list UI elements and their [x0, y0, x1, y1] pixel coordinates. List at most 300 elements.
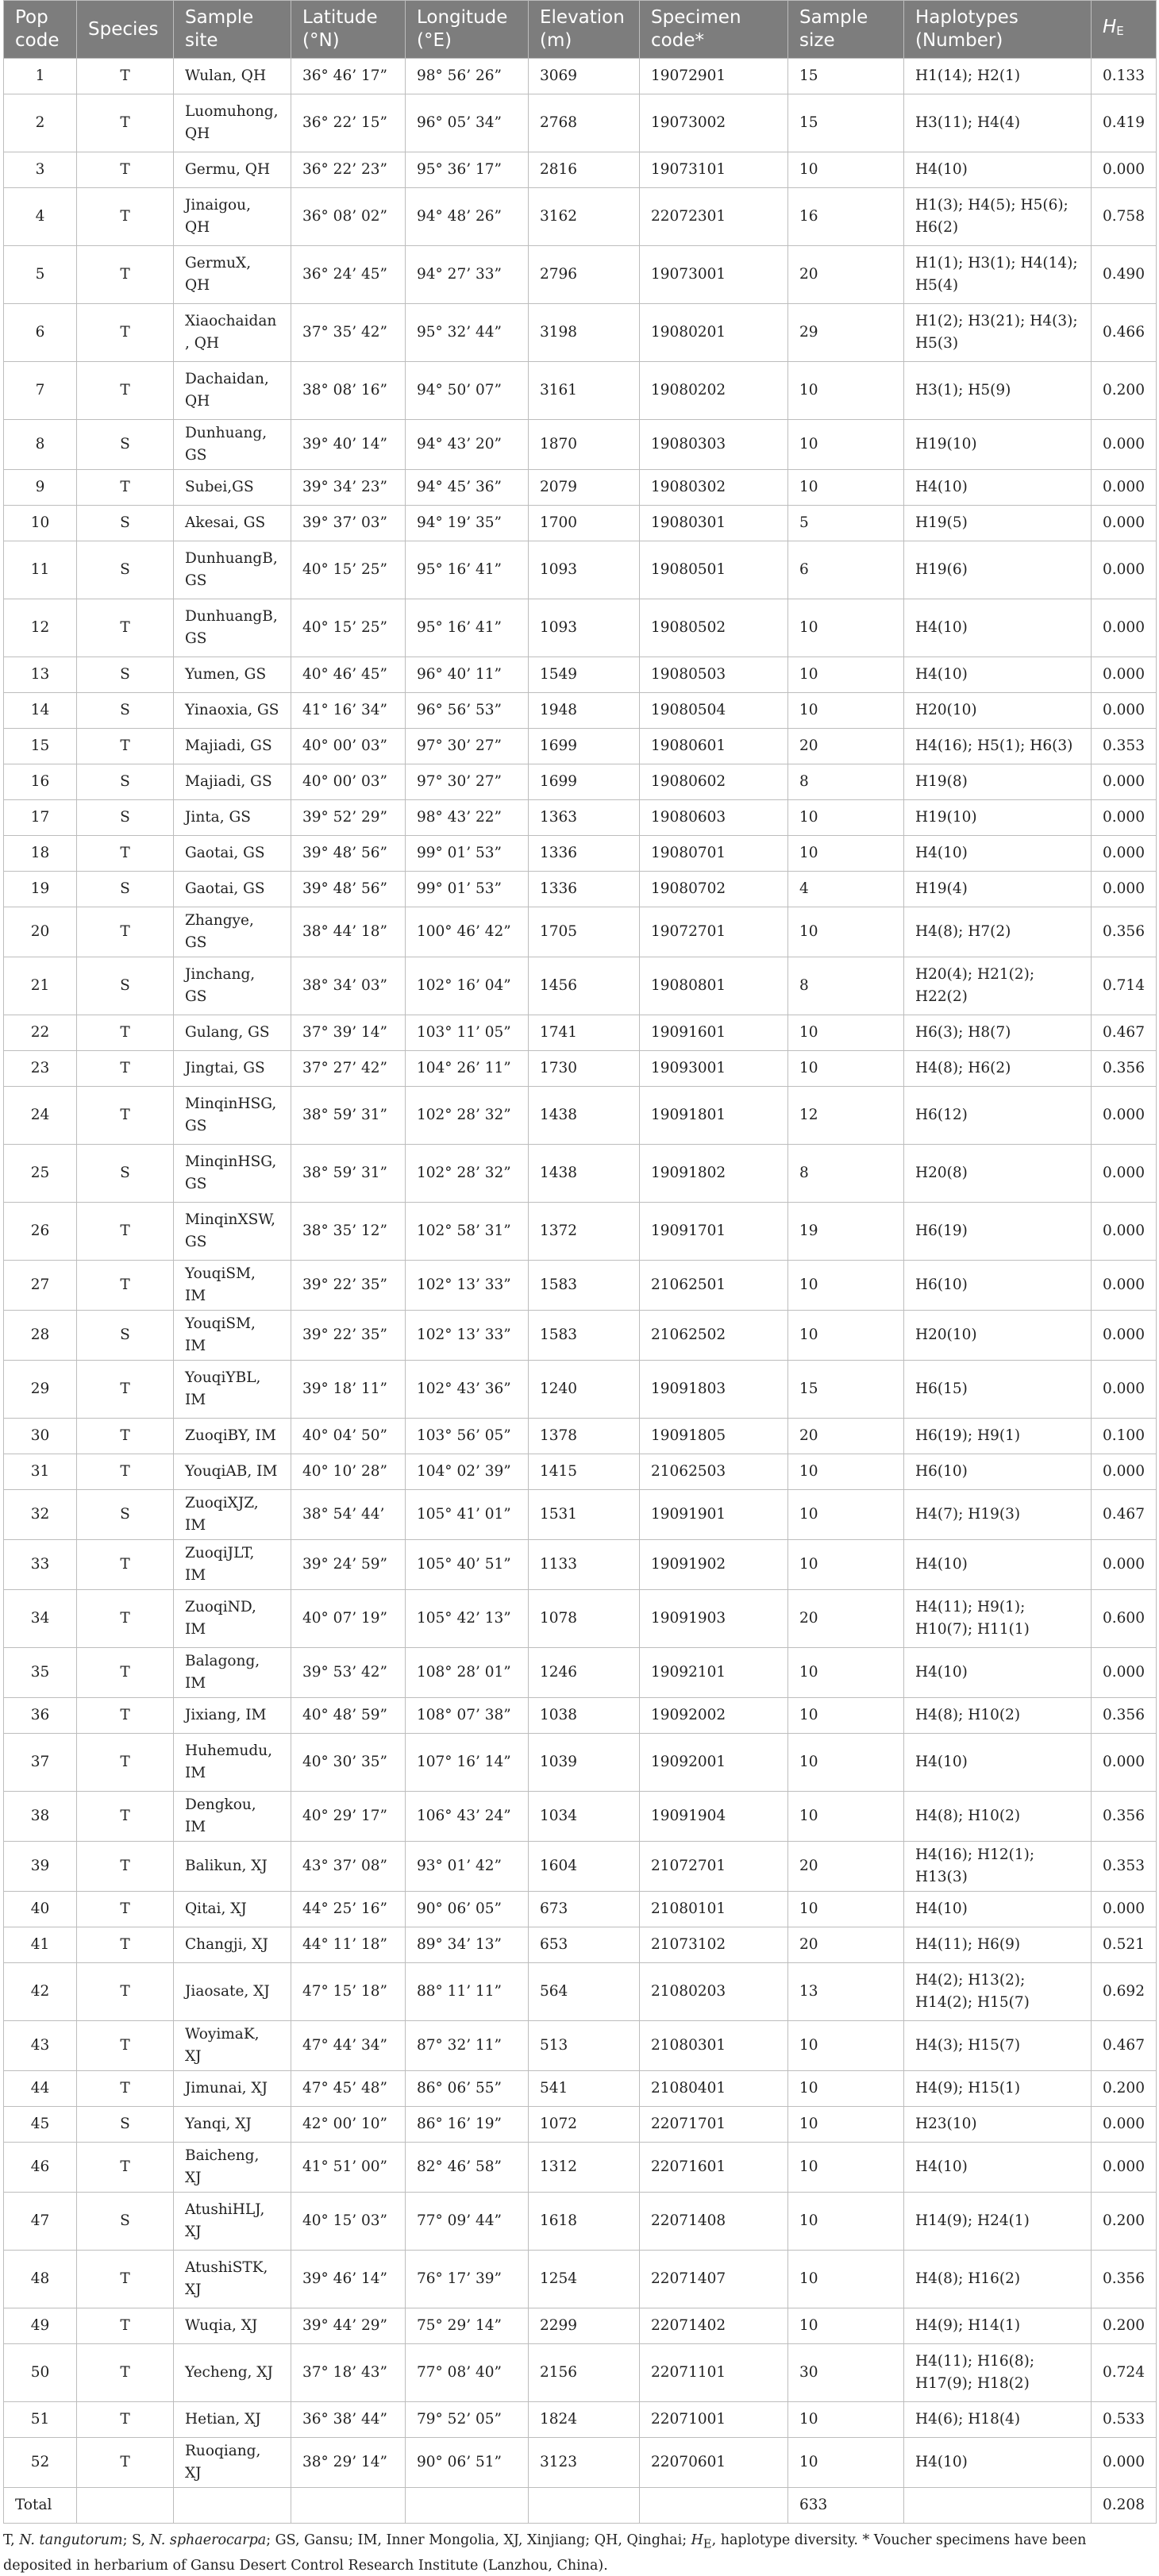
cell-haplotypes: H19(5) — [904, 506, 1092, 541]
table-row — [4, 836, 1157, 872]
cell-pop-code: 31 — [4, 1454, 77, 1490]
total-empty-cell — [77, 2488, 174, 2524]
cell-sample-site: DunhuangB, GS — [174, 541, 291, 599]
cell-he: 0.356 — [1092, 1051, 1157, 1087]
cell-species: T — [77, 1648, 174, 1698]
cell-elevation: 3069 — [529, 59, 640, 94]
cell-pop-code: 3 — [4, 152, 77, 188]
cell-specimen-code: 22071601 — [640, 2143, 788, 2193]
cell-longitude: 77° 08’ 40” — [406, 2344, 529, 2402]
cell-species: T — [77, 470, 174, 506]
cell-pop-code: 35 — [4, 1648, 77, 1698]
cell-he: 0.000 — [1092, 1311, 1157, 1361]
cell-longitude: 105° 42’ 13” — [406, 1590, 529, 1648]
cell-elevation: 2156 — [529, 2344, 640, 2402]
cell-specimen-code: 22071101 — [640, 2344, 788, 2402]
cell-he: 0.000 — [1092, 872, 1157, 907]
cell-sample-site: Yanqi, XJ — [174, 2107, 291, 2143]
cell-haplotypes: H6(3); H8(7) — [904, 1015, 1092, 1051]
cell-elevation: 1378 — [529, 1419, 640, 1454]
cell-he: 0.000 — [1092, 1087, 1157, 1145]
cell-species: T — [77, 2308, 174, 2344]
cell-longitude: 100° 46’ 42” — [406, 907, 529, 957]
total-empty-cell — [406, 2488, 529, 2524]
cell-sample-site: Yecheng, XJ — [174, 2344, 291, 2402]
cell-specimen-code: 19080602 — [640, 764, 788, 800]
cell-sample-site: Jiaosate, XJ — [174, 1963, 291, 2021]
footnote-regions: ; GS, Gansu; IM, Inner Mongolia, XJ, Xinjiang; QH, Qinghai; — [266, 2532, 691, 2548]
cell-species: T — [77, 836, 174, 872]
cell-he: 0.000 — [1092, 1892, 1157, 1927]
cell-latitude: 39° 52’ 29” — [291, 800, 406, 836]
table-row — [4, 59, 1157, 94]
cell-haplotypes: H4(8); H10(2) — [904, 1792, 1092, 1842]
cell-pop-code: 15 — [4, 729, 77, 764]
table-row — [4, 907, 1157, 957]
cell-sample-site: Baicheng, XJ — [174, 2143, 291, 2193]
cell-elevation: 1336 — [529, 836, 640, 872]
cell-latitude: 40° 48’ 59” — [291, 1698, 406, 1734]
cell-species: T — [77, 94, 174, 152]
cell-pop-code: 14 — [4, 693, 77, 729]
cell-specimen-code: 19080504 — [640, 693, 788, 729]
cell-specimen-code: 19080503 — [640, 657, 788, 693]
cell-latitude: 39° 48’ 56” — [291, 872, 406, 907]
cell-specimen-code: 19080501 — [640, 541, 788, 599]
cell-latitude: 36° 08’ 02” — [291, 188, 406, 246]
cell-sample-site: AtushiSTK, XJ — [174, 2251, 291, 2308]
cell-specimen-code: 21080203 — [640, 1963, 788, 2021]
cell-longitude: 106° 43’ 24” — [406, 1792, 529, 1842]
cell-haplotypes: H4(8); H6(2) — [904, 1051, 1092, 1087]
cell-pop-code: 19 — [4, 872, 77, 907]
cell-latitude: 40° 04’ 50” — [291, 1419, 406, 1454]
cell-haplotypes: H20(4); H21(2); H22(2) — [904, 957, 1092, 1015]
cell-elevation: 1870 — [529, 420, 640, 470]
cell-pop-code: 37 — [4, 1734, 77, 1792]
cell-elevation: 564 — [529, 1963, 640, 2021]
cell-sample-size: 10 — [788, 2143, 904, 2193]
cell-he: 0.133 — [1092, 59, 1157, 94]
cell-sample-site: DunhuangB, GS — [174, 599, 291, 657]
cell-latitude: 42° 00’ 10” — [291, 2107, 406, 2143]
cell-sample-size: 10 — [788, 470, 904, 506]
table-row — [4, 2438, 1157, 2488]
cell-sample-size: 10 — [788, 907, 904, 957]
cell-longitude: 98° 43’ 22” — [406, 800, 529, 836]
table-row — [4, 1051, 1157, 1087]
cell-haplotypes: H4(16); H5(1); H6(3) — [904, 729, 1092, 764]
cell-he: 0.000 — [1092, 599, 1157, 657]
total-empty-cell — [291, 2488, 406, 2524]
cell-specimen-code: 19072701 — [640, 907, 788, 957]
cell-species: S — [77, 764, 174, 800]
cell-latitude: 39° 53’ 42” — [291, 1648, 406, 1698]
cell-elevation: 1093 — [529, 541, 640, 599]
cell-pop-code: 25 — [4, 1145, 77, 1203]
cell-sample-size: 20 — [788, 1842, 904, 1892]
cell-pop-code: 30 — [4, 1419, 77, 1454]
cell-species: T — [77, 2021, 174, 2071]
cell-sample-size: 10 — [788, 1698, 904, 1734]
cell-sample-size: 8 — [788, 957, 904, 1015]
cell-haplotypes: H1(1); H3(1); H4(14); H5(4) — [904, 246, 1092, 304]
cell-sample-size: 15 — [788, 94, 904, 152]
cell-specimen-code: 22071001 — [640, 2402, 788, 2438]
cell-haplotypes: H1(14); H2(1) — [904, 59, 1092, 94]
cell-pop-code: 28 — [4, 1311, 77, 1361]
cell-haplotypes: H4(16); H12(1); H13(3) — [904, 1842, 1092, 1892]
cell-he: 0.200 — [1092, 362, 1157, 420]
cell-elevation: 541 — [529, 2071, 640, 2107]
cell-elevation: 3161 — [529, 362, 640, 420]
table-row — [4, 1892, 1157, 1927]
cell-specimen-code: 19080201 — [640, 304, 788, 362]
cell-longitude: 104° 26’ 11” — [406, 1051, 529, 1087]
cell-sample-site: GermuX, QH — [174, 246, 291, 304]
cell-specimen-code: 19091904 — [640, 1792, 788, 1842]
cell-he: 0.000 — [1092, 2438, 1157, 2488]
cell-latitude: 37° 27’ 42” — [291, 1051, 406, 1087]
cell-he: 0.467 — [1092, 1490, 1157, 1540]
cell-latitude: 38° 29’ 14” — [291, 2438, 406, 2488]
cell-pop-code: 18 — [4, 836, 77, 872]
cell-specimen-code: 19091805 — [640, 1419, 788, 1454]
cell-species: T — [77, 1419, 174, 1454]
cell-species: S — [77, 657, 174, 693]
footnote-he-sub: E — [703, 2537, 712, 2551]
footnote-t-name: N. tangutorum — [19, 2532, 123, 2548]
cell-sample-site: Wuqia, XJ — [174, 2308, 291, 2344]
cell-elevation: 1372 — [529, 1203, 640, 1261]
cell-sample-size: 13 — [788, 1963, 904, 2021]
cell-he: 0.467 — [1092, 1015, 1157, 1051]
cell-pop-code: 8 — [4, 420, 77, 470]
table-row — [4, 657, 1157, 693]
cell-specimen-code: 19091903 — [640, 1590, 788, 1648]
cell-he: 0.000 — [1092, 1145, 1157, 1203]
cell-pop-code: 13 — [4, 657, 77, 693]
cell-longitude: 105° 40’ 51” — [406, 1540, 529, 1590]
cell-pop-code: 6 — [4, 304, 77, 362]
cell-longitude: 86° 16’ 19” — [406, 2107, 529, 2143]
cell-he: 0.490 — [1092, 246, 1157, 304]
cell-longitude: 94° 19’ 35” — [406, 506, 529, 541]
cell-elevation: 1824 — [529, 2402, 640, 2438]
cell-sample-site: Subei,GS — [174, 470, 291, 506]
cell-haplotypes: H4(6); H18(4) — [904, 2402, 1092, 2438]
cell-species: T — [77, 2402, 174, 2438]
cell-haplotypes: H4(11); H6(9) — [904, 1927, 1092, 1963]
cell-longitude: 102° 13’ 33” — [406, 1261, 529, 1311]
header-row — [4, 1, 1157, 59]
table-row — [4, 2107, 1157, 2143]
cell-sample-size: 10 — [788, 1792, 904, 1842]
cell-he: 0.466 — [1092, 304, 1157, 362]
cell-species: T — [77, 1051, 174, 1087]
cell-he: 0.419 — [1092, 94, 1157, 152]
cell-haplotypes: H4(11); H16(8); H17(9); H18(2) — [904, 2344, 1092, 2402]
cell-elevation: 1133 — [529, 1540, 640, 1590]
cell-elevation: 653 — [529, 1927, 640, 1963]
cell-elevation: 1034 — [529, 1792, 640, 1842]
cell-longitude: 94° 48’ 26” — [406, 188, 529, 246]
cell-latitude: 36° 22’ 23” — [291, 152, 406, 188]
header-longitude: Longitude (°E) — [406, 1, 529, 59]
cell-sample-site: Jinta, GS — [174, 800, 291, 836]
cell-latitude: 41° 16’ 34” — [291, 693, 406, 729]
cell-sample-size: 16 — [788, 188, 904, 246]
cell-sample-site: ZuoqiND, IM — [174, 1590, 291, 1648]
cell-haplotypes: H20(8) — [904, 1145, 1092, 1203]
cell-sample-site: Wulan, QH — [174, 59, 291, 94]
cell-he: 0.000 — [1092, 506, 1157, 541]
cell-specimen-code: 19073002 — [640, 94, 788, 152]
cell-pop-code: 51 — [4, 2402, 77, 2438]
cell-latitude: 37° 35’ 42” — [291, 304, 406, 362]
cell-longitude: 94° 45’ 36” — [406, 470, 529, 506]
cell-species: T — [77, 1361, 174, 1419]
cell-specimen-code: 19091601 — [640, 1015, 788, 1051]
cell-sample-size: 10 — [788, 2438, 904, 2488]
cell-sample-size: 10 — [788, 2402, 904, 2438]
cell-elevation: 513 — [529, 2021, 640, 2071]
table-row — [4, 2402, 1157, 2438]
cell-elevation: 3198 — [529, 304, 640, 362]
cell-species: S — [77, 2193, 174, 2251]
cell-latitude: 38° 59’ 31” — [291, 1087, 406, 1145]
cell-haplotypes: H3(1); H5(9) — [904, 362, 1092, 420]
cell-specimen-code: 19080801 — [640, 957, 788, 1015]
total-empty-cell — [529, 2488, 640, 2524]
cell-sample-size: 10 — [788, 1734, 904, 1792]
cell-elevation: 1246 — [529, 1648, 640, 1698]
cell-sample-site: WoyimaK, XJ — [174, 2021, 291, 2071]
cell-sample-size: 10 — [788, 2308, 904, 2344]
cell-specimen-code: 21072701 — [640, 1842, 788, 1892]
cell-sample-size: 10 — [788, 1454, 904, 1490]
cell-elevation: 1312 — [529, 2143, 640, 2193]
cell-sample-site: Luomuhong, QH — [174, 94, 291, 152]
total-label: Total — [4, 2488, 77, 2524]
cell-pop-code: 22 — [4, 1015, 77, 1051]
cell-haplotypes: H4(10) — [904, 152, 1092, 188]
cell-sample-site: Ruoqiang, XJ — [174, 2438, 291, 2488]
cell-sample-size: 8 — [788, 1145, 904, 1203]
cell-latitude: 38° 44’ 18” — [291, 907, 406, 957]
cell-sample-size: 10 — [788, 2193, 904, 2251]
table-row — [4, 2021, 1157, 2071]
cell-specimen-code: 21062503 — [640, 1454, 788, 1490]
cell-latitude: 40° 15’ 25” — [291, 599, 406, 657]
cell-sample-site: ZuoqiBY, IM — [174, 1419, 291, 1454]
table-row — [4, 2251, 1157, 2308]
table-row — [4, 1145, 1157, 1203]
total-sample-size: 633 — [788, 2488, 904, 2524]
cell-sample-site: YouqiSM, IM — [174, 1261, 291, 1311]
cell-sample-size: 10 — [788, 152, 904, 188]
cell-he: 0.000 — [1092, 1648, 1157, 1698]
cell-sample-site: ZuoqiJLT, IM — [174, 1540, 291, 1590]
cell-sample-site: YouqiAB, IM — [174, 1454, 291, 1490]
cell-latitude: 37° 18’ 43” — [291, 2344, 406, 2402]
cell-species: S — [77, 800, 174, 836]
cell-he: 0.000 — [1092, 420, 1157, 470]
cell-sample-size: 8 — [788, 764, 904, 800]
cell-he: 0.356 — [1092, 2251, 1157, 2308]
cell-sample-size: 20 — [788, 1419, 904, 1454]
cell-pop-code: 29 — [4, 1361, 77, 1419]
cell-longitude: 102° 13’ 33” — [406, 1311, 529, 1361]
table-row — [4, 2143, 1157, 2193]
cell-elevation: 1700 — [529, 506, 640, 541]
cell-elevation: 1336 — [529, 872, 640, 907]
cell-specimen-code: 19080502 — [640, 599, 788, 657]
cell-species: T — [77, 2071, 174, 2107]
cell-specimen-code: 19080302 — [640, 470, 788, 506]
cell-pop-code: 46 — [4, 2143, 77, 2193]
cell-elevation: 1549 — [529, 657, 640, 693]
cell-longitude: 96° 05’ 34” — [406, 94, 529, 152]
cell-elevation: 2796 — [529, 246, 640, 304]
cell-sample-size: 20 — [788, 246, 904, 304]
cell-elevation: 2768 — [529, 94, 640, 152]
cell-elevation: 1583 — [529, 1311, 640, 1361]
cell-haplotypes: H4(10) — [904, 1540, 1092, 1590]
cell-sample-site: Balikun, XJ — [174, 1842, 291, 1892]
cell-sample-site: Yumen, GS — [174, 657, 291, 693]
cell-elevation: 1093 — [529, 599, 640, 657]
cell-latitude: 39° 22’ 35” — [291, 1261, 406, 1311]
cell-longitude: 102° 28’ 32” — [406, 1087, 529, 1145]
cell-pop-code: 1 — [4, 59, 77, 94]
cell-latitude: 36° 46’ 17” — [291, 59, 406, 94]
cell-latitude: 38° 34’ 03” — [291, 957, 406, 1015]
cell-pop-code: 9 — [4, 470, 77, 506]
cell-elevation: 1240 — [529, 1361, 640, 1419]
cell-elevation: 1072 — [529, 2107, 640, 2143]
cell-specimen-code: 19092002 — [640, 1698, 788, 1734]
cell-he: 0.356 — [1092, 1792, 1157, 1842]
cell-latitude: 47° 44’ 34” — [291, 2021, 406, 2071]
cell-elevation: 1438 — [529, 1145, 640, 1203]
table-row — [4, 1087, 1157, 1145]
cell-longitude: 95° 16’ 41” — [406, 541, 529, 599]
cell-elevation: 1618 — [529, 2193, 640, 2251]
table-row — [4, 1842, 1157, 1892]
cell-species: T — [77, 1261, 174, 1311]
cell-longitude: 95° 36’ 17” — [406, 152, 529, 188]
cell-sample-size: 5 — [788, 506, 904, 541]
cell-specimen-code: 22071407 — [640, 2251, 788, 2308]
cell-species: T — [77, 1087, 174, 1145]
total-empty-cell — [904, 2488, 1092, 2524]
cell-longitude: 102° 58’ 31” — [406, 1203, 529, 1261]
cell-sample-site: YouqiSM, IM — [174, 1311, 291, 1361]
cell-haplotypes: H4(10) — [904, 657, 1092, 693]
cell-latitude: 47° 15’ 18” — [291, 1963, 406, 2021]
cell-haplotypes: H6(19) — [904, 1203, 1092, 1261]
cell-haplotypes: H14(9); H24(1) — [904, 2193, 1092, 2251]
table-row — [4, 362, 1157, 420]
cell-sample-size: 10 — [788, 1261, 904, 1311]
cell-elevation: 1699 — [529, 729, 640, 764]
cell-haplotypes: H19(8) — [904, 764, 1092, 800]
cell-species: T — [77, 729, 174, 764]
cell-species: S — [77, 1490, 174, 1540]
table-body — [4, 59, 1157, 2524]
cell-species: T — [77, 1540, 174, 1590]
cell-he: 0.356 — [1092, 907, 1157, 957]
cell-latitude: 43° 37’ 08” — [291, 1842, 406, 1892]
cell-sample-site: Changji, XJ — [174, 1927, 291, 1963]
table-row — [4, 2071, 1157, 2107]
cell-species: T — [77, 599, 174, 657]
cell-pop-code: 23 — [4, 1051, 77, 1087]
cell-he: 0.000 — [1092, 1261, 1157, 1311]
cell-pop-code: 44 — [4, 2071, 77, 2107]
cell-pop-code: 5 — [4, 246, 77, 304]
table-row — [4, 764, 1157, 800]
cell-haplotypes: H4(10) — [904, 599, 1092, 657]
cell-sample-size: 10 — [788, 1490, 904, 1540]
cell-sample-size: 10 — [788, 1892, 904, 1927]
cell-longitude: 77° 09’ 44” — [406, 2193, 529, 2251]
cell-sample-size: 15 — [788, 59, 904, 94]
cell-sample-size: 4 — [788, 872, 904, 907]
cell-sample-site: Germu, QH — [174, 152, 291, 188]
cell-pop-code: 52 — [4, 2438, 77, 2488]
table-row — [4, 1311, 1157, 1361]
cell-specimen-code: 21080101 — [640, 1892, 788, 1927]
cell-elevation: 1039 — [529, 1734, 640, 1792]
cell-sample-site: YouqiYBL, IM — [174, 1361, 291, 1419]
cell-pop-code: 10 — [4, 506, 77, 541]
cell-latitude: 39° 48’ 56” — [291, 836, 406, 872]
cell-species: T — [77, 1454, 174, 1490]
cell-longitude: 102° 16’ 04” — [406, 957, 529, 1015]
cell-sample-site: Hetian, XJ — [174, 2402, 291, 2438]
cell-specimen-code: 19073101 — [640, 152, 788, 188]
cell-longitude: 108° 07’ 38” — [406, 1698, 529, 1734]
cell-latitude: 36° 22’ 15” — [291, 94, 406, 152]
table-header — [4, 1, 1157, 59]
cell-he: 0.533 — [1092, 2402, 1157, 2438]
cell-sample-site: Yinaoxia, GS — [174, 693, 291, 729]
total-row — [4, 2488, 1157, 2524]
table-row — [4, 1490, 1157, 1540]
table-row — [4, 693, 1157, 729]
cell-latitude: 40° 46’ 45” — [291, 657, 406, 693]
cell-longitude: 86° 06’ 55” — [406, 2071, 529, 2107]
cell-haplotypes: H19(6) — [904, 541, 1092, 599]
cell-latitude: 40° 29’ 17” — [291, 1792, 406, 1842]
haplotype-table — [3, 0, 1157, 2524]
header-elevation: Elevation (m) — [529, 1, 640, 59]
footnote-tail: , haplotype diversity. * Voucher specimens have been deposited in herbarium of Gansu Desert Control Research Institute (Lanzhou, China). — [3, 2532, 1087, 2574]
footnote-t-abbrev: T, — [3, 2532, 20, 2548]
cell-elevation: 1531 — [529, 1490, 640, 1540]
table-row — [4, 1734, 1157, 1792]
cell-longitude: 98° 56’ 26” — [406, 59, 529, 94]
table-row — [4, 1927, 1157, 1963]
cell-latitude: 40° 00’ 03” — [291, 729, 406, 764]
cell-species: T — [77, 2251, 174, 2308]
cell-sample-size: 20 — [788, 1590, 904, 1648]
header-sample-size: Sample size — [788, 1, 904, 59]
table-row — [4, 1419, 1157, 1454]
cell-he: 0.000 — [1092, 152, 1157, 188]
